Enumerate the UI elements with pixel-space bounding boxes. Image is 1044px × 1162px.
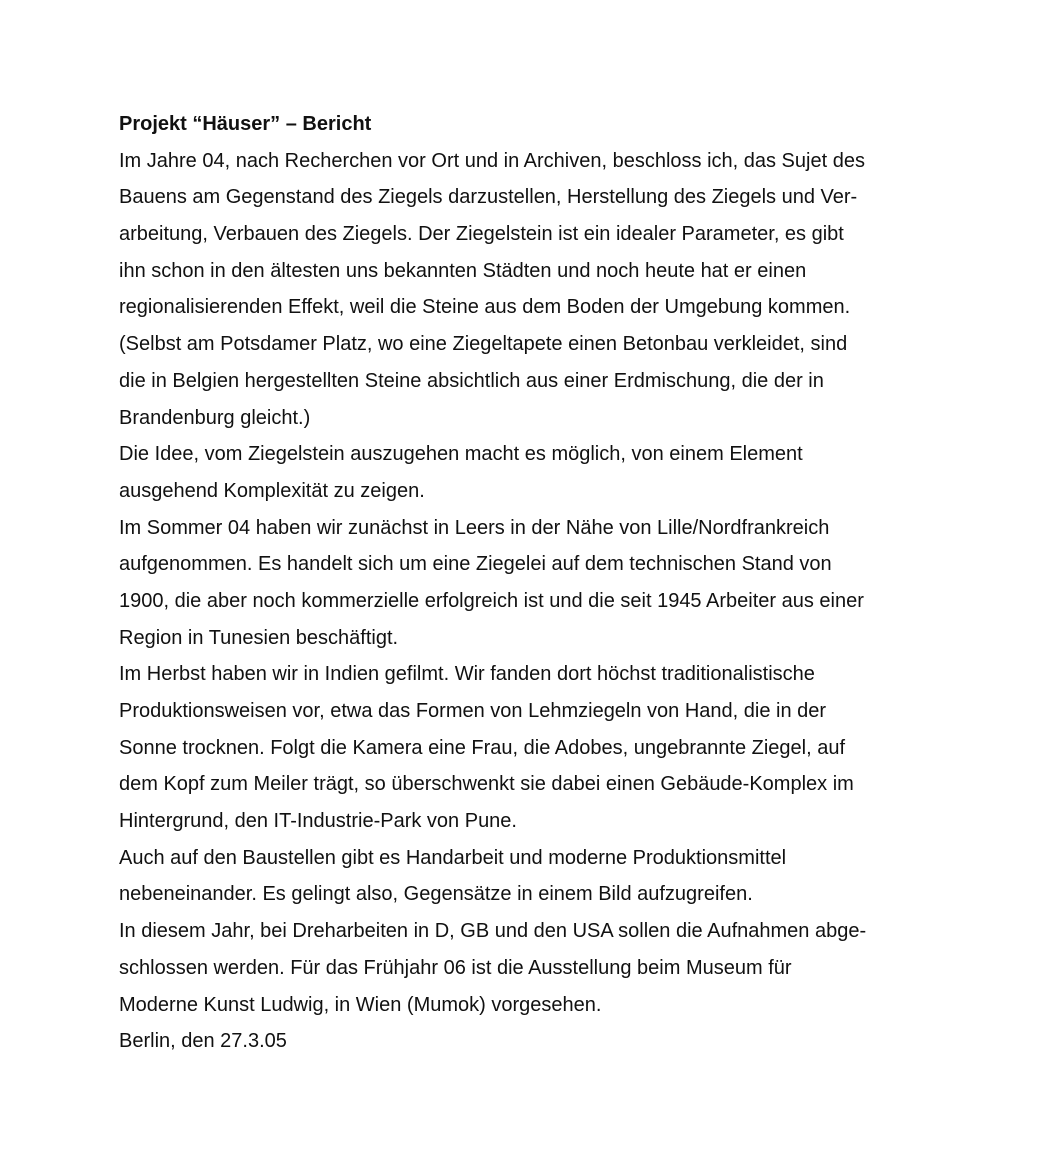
text-line: (Selbst am Potsdamer Platz, wo eine Ziegeltapete einen Betonbau verkleidet, sind: [119, 333, 848, 356]
text-line: Die Idee, vom Ziegelstein auszugehen macht es möglich, von einem Element: [119, 443, 803, 466]
text-line: Hintergrund, den IT-Industrie-Park von Pune.: [119, 810, 517, 833]
text-line: Im Herbst haben wir in Indien gefilmt. Wir fanden dort höchst traditionalistische: [119, 663, 815, 686]
text-line: dem Kopf zum Meiler trägt, so überschwenkt sie dabei einen Gebäude-Komplex im: [119, 773, 854, 796]
text-line: Im Sommer 04 haben wir zunächst in Leers in der Nähe von Lille/Nordfrankreich: [119, 516, 830, 539]
text-line: Bauens am Gegenstand des Ziegels darzustellen, Herstellung des Ziegels und Ver-: [119, 186, 858, 209]
text-line: In diesem Jahr, bei Dreharbeiten in D, GB und den USA sollen die Aufnahmen abge-: [119, 920, 867, 943]
text-line: arbeitung, Verbauen des Ziegels. Der Ziegelstein ist ein idealer Parameter, es gibt: [119, 223, 844, 246]
text-line: die in Belgien hergestellten Steine absichtlich aus einer Erdmischung, die der in: [119, 369, 824, 392]
document-title: Projekt “Häuser” – Bericht: [119, 113, 372, 135]
text-line: ihn schon in den ältesten uns bekannten Städten und noch heute hat er einen: [119, 259, 807, 282]
text-line: Region in Tunesien beschäftigt.: [119, 626, 399, 649]
text-line: 1900, die aber noch kommerzielle erfolgreich ist und die seit 1945 Arbeiter aus einer: [119, 589, 864, 612]
text-line: Moderne Kunst Ludwig, in Wien (Mumok) vorgesehen.: [119, 993, 602, 1016]
text-line: regionalisierenden Effekt, weil die Steine aus dem Boden der Umgebung kommen.: [119, 296, 851, 319]
text-line: aufgenommen. Es handelt sich um eine Ziegelei auf dem technischen Stand von: [119, 553, 832, 576]
text-line: Produktionsweisen vor, etwa das Formen von Lehmziegeln von Hand, die in der: [119, 700, 827, 722]
text-line: nebeneinander. Es gelingt also, Gegensätze in einem Bild aufzugreifen.: [119, 883, 753, 906]
text-line: ausgehend Komplexität zu zeigen.: [119, 479, 425, 502]
text-line: schlossen werden. Für das Frühjahr 06 ist die Ausstellung beim Museum für: [119, 956, 792, 979]
document-body: [119, 106, 929, 1060]
signature-line: Berlin, den 27.3.05: [119, 1030, 287, 1053]
text-line: Sonne trocknen. Folgt die Kamera eine Frau, die Adobes, ungebrannte Ziegel, auf: [119, 736, 846, 759]
text-line: Auch auf den Baustellen gibt es Handarbeit und moderne Produktionsmittel: [119, 846, 787, 869]
text-line: Im Jahre 04, nach Recherchen vor Ort und in Archiven, beschloss ich, das Sujet des: [119, 149, 865, 172]
text-line: Brandenburg gleicht.): [119, 406, 311, 429]
